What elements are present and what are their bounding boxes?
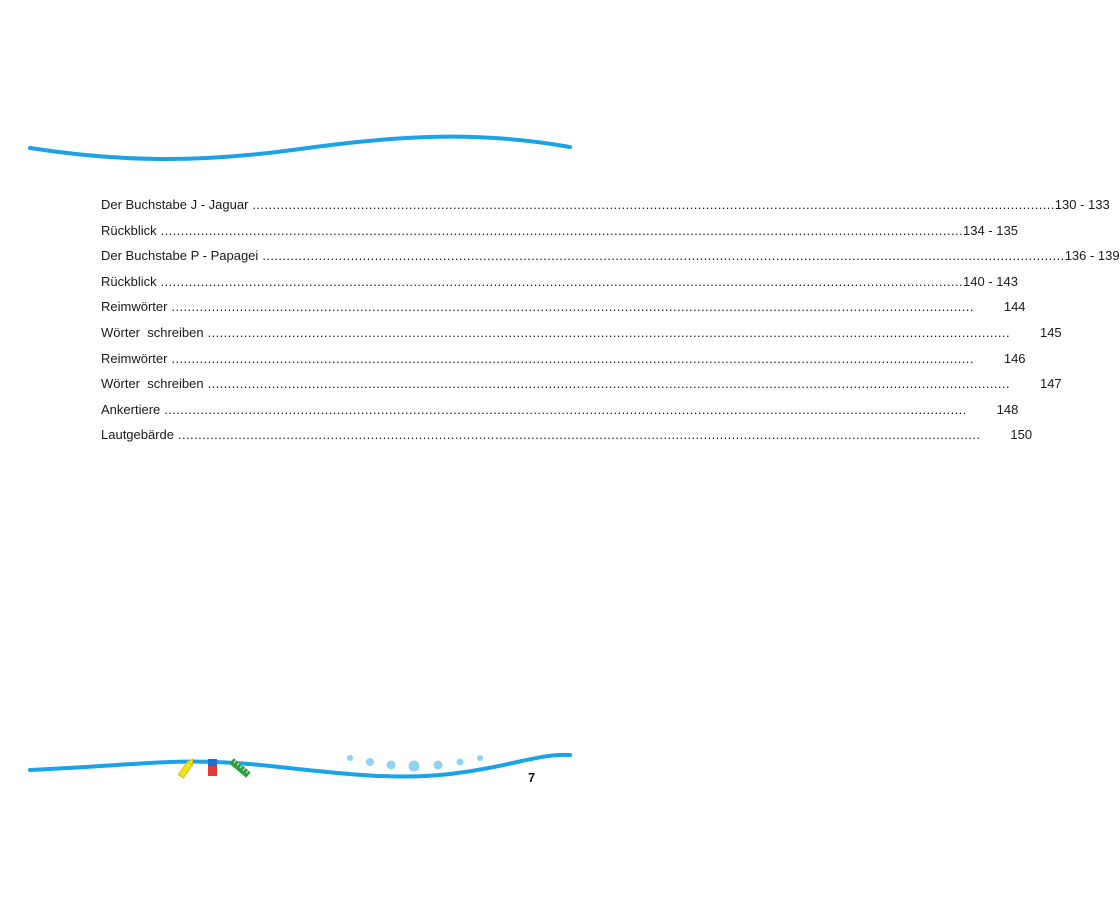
toc-entry — [101, 426, 1033, 452]
dot-leader: ........................................................................................................................................................................................................ — [171, 350, 974, 366]
dot-leader: ........................................................................................................................................................................................................ — [252, 197, 1055, 212]
toc-entry-label: Wörter schreiben — [101, 324, 204, 340]
bubble-dots — [347, 755, 483, 772]
toc-entry-label: Lautgebärde — [101, 427, 175, 443]
toc-entry-pages: 144 — [1003, 299, 1026, 315]
toc-entry — [101, 273, 1018, 299]
table-of-contents — [101, 196, 1120, 452]
toc-entry — [101, 401, 1019, 427]
toc-entry-label: Der Buchstabe J - Jaguar — [101, 197, 249, 212]
toc-entry — [101, 222, 1018, 248]
toc-entry-pages: 130 - 133 — [1054, 197, 1110, 212]
dot-leader: ........................................................................................................................................................................................................ — [160, 222, 963, 238]
dot-leader: ........................................................................................................................................................................................................ — [160, 273, 963, 289]
dot-leader: ........................................................................................................................................................................................................ — [171, 299, 974, 315]
top-wave-decoration — [0, 125, 600, 170]
toc-entry — [101, 196, 1110, 222]
toc-entry-pages: 146 — [1003, 350, 1026, 366]
dot-leader: ........................................................................................................................................................................................................ — [207, 376, 1010, 392]
toc-entry — [101, 375, 1062, 401]
toc-entry-pages: 148 — [996, 401, 1019, 417]
toc-entry-label: Ankertiere — [101, 401, 161, 417]
dot-leader: ........................................................................................................................................................................................................ — [164, 401, 967, 417]
toc-entry — [101, 298, 1026, 324]
toc-entry-label: Der Buchstabe P - Papagei — [101, 248, 259, 264]
dot-leader: ........................................................................................................................................................................................................ — [207, 324, 1010, 340]
toc-entry-label: Rückblick — [101, 273, 157, 289]
toc-entry-label: Reimwörter — [101, 299, 168, 315]
bottom-wave-decoration — [0, 735, 600, 795]
toc-entry-label: Reimwörter — [101, 350, 168, 366]
toc-entry-pages: 145 — [1039, 324, 1062, 340]
toc-entry — [101, 350, 1026, 376]
toc-entry — [101, 324, 1062, 350]
toc-entry — [101, 247, 1120, 273]
toc-entry-pages: 140 - 143 — [963, 273, 1018, 289]
dot-leader: ........................................................................................................................................................................................................ — [262, 248, 1065, 264]
eraser-icon — [208, 759, 217, 776]
toc-entry-pages: 147 — [1039, 376, 1062, 392]
toc-entry-pages: 136 - 139 — [1064, 248, 1120, 264]
toc-entry-pages: 150 — [1010, 427, 1033, 443]
toc-entry-label: Rückblick — [101, 222, 157, 238]
toc-entry-label: Wörter schreiben — [101, 376, 204, 392]
toc-entry-pages: 134 - 135 — [963, 222, 1018, 238]
dot-leader: ........................................................................................................................................................................................................ — [178, 427, 981, 443]
ruler-icon — [229, 758, 250, 778]
page-number: 7 — [528, 770, 536, 785]
